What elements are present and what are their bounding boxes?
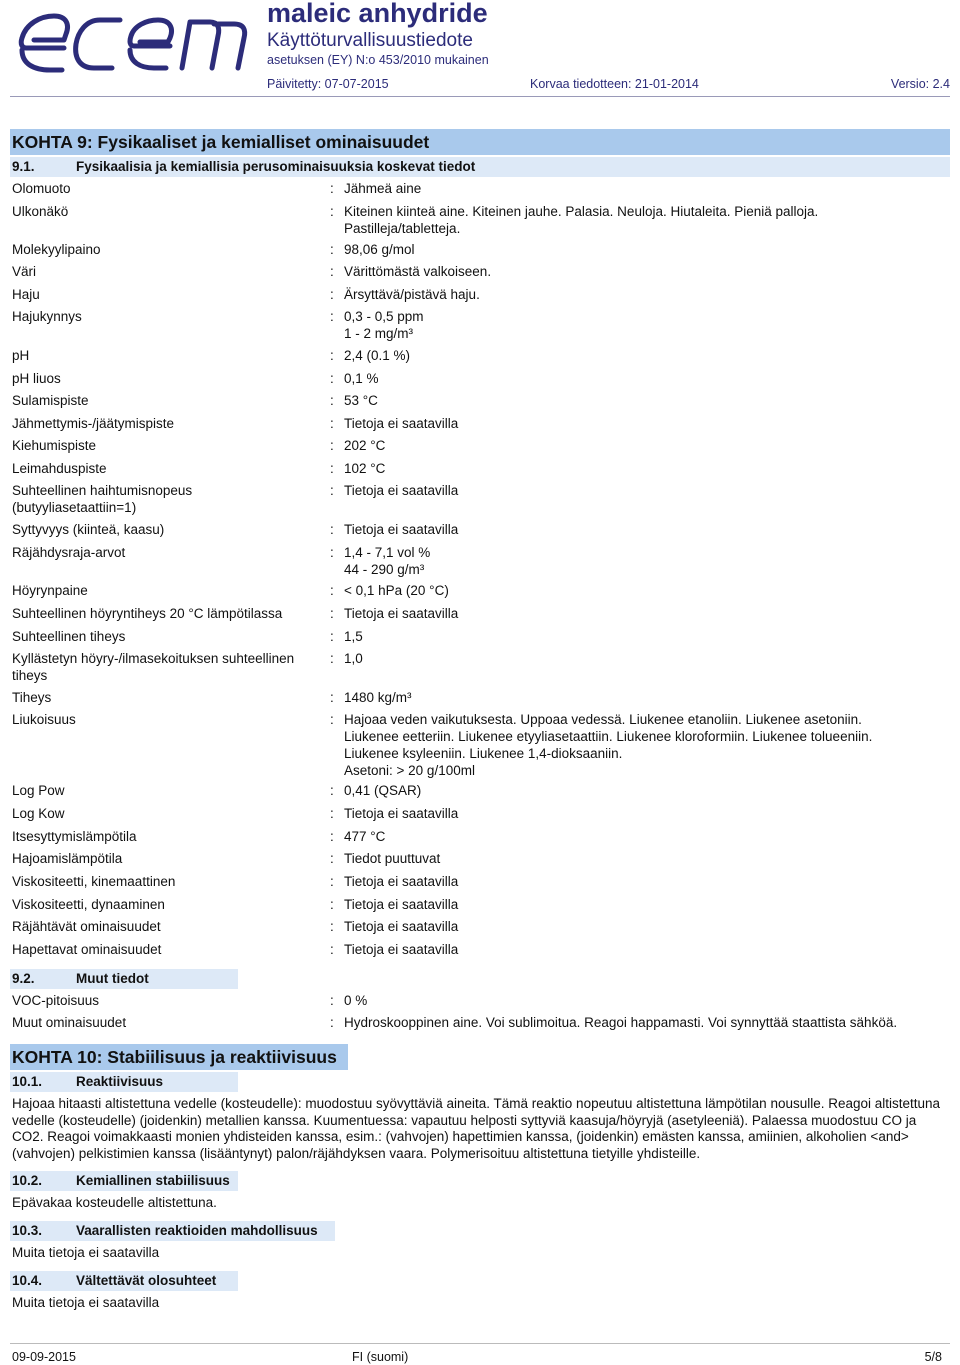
property-separator: : <box>330 690 334 705</box>
subsection-number: 10.3. <box>12 1223 43 1238</box>
property-value: Tietoja ei saatavilla <box>344 522 459 537</box>
property-value: Tietoja ei saatavilla <box>344 806 459 821</box>
property-value: Jähmeä aine <box>344 181 422 196</box>
property-value: 1,5 <box>344 629 363 644</box>
conditions-to-avoid-text: Muita tietoja ei saatavilla <box>12 1295 160 1310</box>
subsection-number: 10.4. <box>12 1273 43 1288</box>
property-separator: : <box>330 942 334 957</box>
property-value: Ärsyttävä/pistävä haju. <box>344 287 480 302</box>
property-label: Tiheys <box>12 690 52 705</box>
property-value: Tietoja ei saatavilla <box>344 416 459 431</box>
subsection-number: 10.1. <box>12 1074 43 1089</box>
reactivity-text: Hajoaa hitaasti altistettuna vedelle (kosteudelle): muodostuu syövyttäviä aineita. Tämä reaktio nopeutuu altistettuna lämpötilan nousulle. Reagoi altistettuna vedelle (kosteudelle) (joidenkin) metallien kanssa. Kuumentuessa: vapautuu helposti syttyviä kaasuja/höyryjä (asetyleeniä). Palaessa muodostuu CO ja CO2. Reagoi voimakkaasti monien yhdisteiden kanssa, esim.: (vahvojen) hapettimien kanssa, (joidenkin) emästen kanssa, amiinien, alkoholien <and> (vahvojen) pelkistimien kanssa (lisääntynyt) palon/räjähdyksen vaara. Polymerisoituu altistettuna tietyille yhdisteille. <box>12 1096 941 1161</box>
property-separator: : <box>330 851 334 866</box>
property-separator: : <box>330 483 334 498</box>
property-value: < 0,1 hPa (20 °C) <box>344 583 449 598</box>
section-10-title: KOHTA 10: Stabiilisuus ja reaktiivisuus <box>10 1044 348 1070</box>
property-separator: : <box>330 287 334 302</box>
subsection-9-2 <box>10 969 238 989</box>
footer-date: 09-09-2015 <box>12 1350 76 1364</box>
property-value: Värittömästä valkoiseen. <box>344 264 492 279</box>
property-value: 1480 kg/m³ <box>344 690 412 705</box>
property-separator: : <box>330 712 334 727</box>
document-subtitle: Käyttöturvallisuustiedote <box>267 30 473 51</box>
subsection-title: Kemiallinen stabiilisuus <box>76 1173 230 1188</box>
property-label: Väri <box>12 264 37 279</box>
regulation-reference: asetuksen (EY) N:o 453/2010 mukainen <box>267 53 489 67</box>
property-separator: : <box>330 1015 334 1030</box>
property-separator: : <box>330 651 334 666</box>
property-value: 53 °C <box>344 393 378 408</box>
property-label: Höyrynpaine <box>12 583 88 598</box>
property-value: 2,4 (0.1 %) <box>344 348 411 363</box>
property-label: Haju <box>12 287 40 302</box>
property-separator: : <box>330 371 334 386</box>
property-label: Log Pow <box>12 783 65 798</box>
property-value: 0,1 % <box>344 371 379 386</box>
property-value: Tietoja ei saatavilla <box>344 897 459 912</box>
property-label: Liukoisuus <box>12 712 76 727</box>
property-separator: : <box>330 783 334 798</box>
property-label: Hapettavat ominaisuudet <box>12 942 162 957</box>
property-value: Tietoja ei saatavilla <box>344 942 459 957</box>
property-separator: : <box>330 919 334 934</box>
property-value: Tietoja ei saatavilla <box>344 874 459 889</box>
property-value: Tietoja ei saatavilla <box>344 483 459 498</box>
subsection-number: 9.2. <box>12 971 35 986</box>
page-number: 5/8 <box>924 1350 942 1364</box>
property-label: Räjähtävät ominaisuudet <box>12 919 161 934</box>
property-separator: : <box>330 264 334 279</box>
property-separator: : <box>330 806 334 821</box>
property-value: 0,3 - 0,5 ppm 1 - 2 mg/m³ <box>344 309 424 341</box>
property-value: 0 % <box>344 993 368 1008</box>
property-separator: : <box>330 242 334 257</box>
property-label: Sulamispiste <box>12 393 89 408</box>
property-separator: : <box>330 416 334 431</box>
property-label: Log Kow <box>12 806 65 821</box>
property-value: Tiedot puuttuvat <box>344 851 441 866</box>
property-value: Tietoja ei saatavilla <box>344 919 459 934</box>
property-label: Kiehumispiste <box>12 438 97 453</box>
property-label: Hajukynnys <box>12 309 82 324</box>
subsection-10-3 <box>10 1221 335 1241</box>
subsection-title: Vältettävät olosuhteet <box>76 1273 217 1288</box>
page-footer <box>0 1345 960 1365</box>
header-divider <box>10 96 950 97</box>
ecem-logo <box>12 6 257 78</box>
property-separator: : <box>330 393 334 408</box>
property-value: 98,06 g/mol <box>344 242 415 257</box>
property-separator: : <box>330 181 334 196</box>
section-9-title: KOHTA 9: Fysikaaliset ja kemialliset ominaisuudet <box>10 129 950 155</box>
property-label: Itsesyttymislämpötila <box>12 829 137 844</box>
subsection-title: Fysikaalisia ja kemiallisia perusominaisuuksia koskevat tiedot <box>76 159 476 174</box>
property-separator: : <box>330 348 334 363</box>
document-header <box>0 0 960 100</box>
updated-date: Päivitetty: 07-07-2015 <box>267 77 389 91</box>
property-value: 1,0 <box>344 651 363 666</box>
property-separator: : <box>330 461 334 476</box>
property-label: Olomuoto <box>12 181 71 196</box>
footer-divider <box>10 1343 950 1344</box>
property-label: Suhteellinen tiheys <box>12 629 126 644</box>
footer-language: FI (suomi) <box>352 1350 409 1364</box>
subsection-10-1 <box>10 1072 238 1092</box>
property-separator: : <box>330 606 334 621</box>
property-label: VOC-pitoisuus <box>12 993 100 1008</box>
property-separator: : <box>330 522 334 537</box>
subsection-title: Muut tiedot <box>76 971 149 986</box>
property-label: pH liuos <box>12 371 61 386</box>
property-label: Molekyylipaino <box>12 242 101 257</box>
property-value: Hydroskooppinen aine. Voi sublimoitua. Reagoi happamasti. Voi synnyttää staattista sähköä. <box>344 1015 898 1030</box>
property-label: Viskositeetti, kinemaattinen <box>12 874 176 889</box>
property-value: Hajoaa veden vaikutuksesta. Uppoaa vedessä. Liukenee etanoliin. Liukenee asetoniin. Liukenee eetteriin. Liukenee etyyliasetaattiin. Liukenee kloroformiin. Liukenee tolueeniin. Liukenee ksyleeniin. Liukenee 1,4-dioksaaniin. Asetoni: > 20 g/100ml <box>344 712 873 778</box>
property-separator: : <box>330 993 334 1008</box>
subsection-10-2 <box>10 1171 238 1191</box>
replaces-date: Korvaa tiedotteen: 21-01-2014 <box>530 77 699 91</box>
subsection-10-4 <box>10 1271 238 1291</box>
property-separator: : <box>330 897 334 912</box>
property-label: Leimahduspiste <box>12 461 107 476</box>
property-value: 1,4 - 7,1 vol % 44 - 290 g/m³ <box>344 545 431 577</box>
property-value: 202 °C <box>344 438 386 453</box>
property-separator: : <box>330 438 334 453</box>
subsection-title: Reaktiivisuus <box>76 1074 164 1089</box>
property-separator: : <box>330 829 334 844</box>
property-separator: : <box>330 874 334 889</box>
version-number: Versio: 2.4 <box>890 77 950 91</box>
property-label: Ulkonäkö <box>12 204 69 219</box>
property-separator: : <box>330 204 334 219</box>
subsection-9-1 <box>10 157 950 177</box>
hazardous-reactions-text: Muita tietoja ei saatavilla <box>12 1245 160 1260</box>
property-label: Muut ominaisuudet <box>12 1015 127 1030</box>
property-label: Suhteellinen höyryntiheys 20 °C lämpötilassa <box>12 606 283 621</box>
property-label: Räjähdysraja-arvot <box>12 545 126 560</box>
property-label: pH <box>12 348 30 363</box>
property-value: 477 °C <box>344 829 386 844</box>
document-title: maleic anhydride <box>267 0 488 28</box>
subsection-number: 10.2. <box>12 1173 43 1188</box>
property-label: Kyllästetyn höyry-/ilmasekoituksen suhteellinen tiheys <box>12 651 295 683</box>
property-value: 0,41 (QSAR) <box>344 783 422 798</box>
subsection-title: Vaarallisten reaktioiden mahdollisuus <box>76 1223 318 1238</box>
property-separator: : <box>330 309 334 324</box>
property-label: Viskositeetti, dynaaminen <box>12 897 165 912</box>
property-value: Kiteinen kiinteä aine. Kiteinen jauhe. Palasia. Neuloja. Hiutaleita. Pieniä palloja. Pastilleja/tabletteja. <box>344 204 819 236</box>
subsection-number: 9.1. <box>12 159 35 174</box>
property-label: Suhteellinen haihtumisnopeus (butyyliasetaattiin=1) <box>12 483 193 515</box>
property-value: 102 °C <box>344 461 386 476</box>
property-separator: : <box>330 583 334 598</box>
stability-text: Epävakaa kosteudelle altistettuna. <box>12 1195 217 1210</box>
property-value: Tietoja ei saatavilla <box>344 606 459 621</box>
property-label: Hajoamislämpötila <box>12 851 123 866</box>
property-separator: : <box>330 545 334 560</box>
property-label: Syttyvyys (kiinteä, kaasu) <box>12 522 165 537</box>
property-label: Jähmettymis-/jäätymispiste <box>12 416 175 431</box>
property-separator: : <box>330 629 334 644</box>
